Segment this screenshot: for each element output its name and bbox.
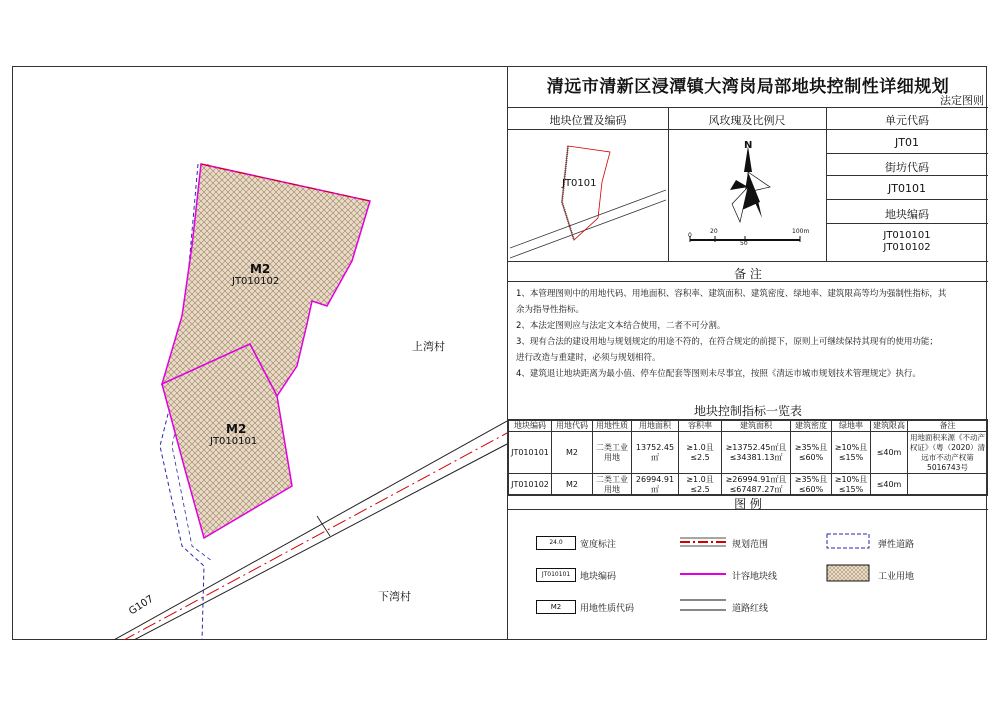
legend-road-sample <box>680 596 726 614</box>
unit-code-value: JT01 <box>895 136 919 149</box>
header-unit-code: 单元代码 <box>885 114 929 127</box>
parcel-code-1: JT010101 <box>883 230 931 241</box>
notes-title: 备 注 <box>734 267 762 281</box>
note-line: 1、本管理图则中的用地代码、用地面积、容积率、建筑面积、建筑密度、绿地率、建筑限高等均为强制性指标，其 <box>516 289 947 299</box>
legend-industrial-label: 工业用地 <box>878 572 915 582</box>
th-height: 建筑限高 <box>871 421 908 432</box>
parcel-top-id: JT010102 <box>232 276 280 287</box>
th-green: 绿地率 <box>832 421 871 432</box>
table-row: JT010102 M2 二类工业用地 26994.91㎡ ≥1.0且≤2.5 ≥26994.91㎡且≤67487.27㎡ ≥35%且≤60% ≥10%且≤15% ≤40m <box>509 474 988 496</box>
locator-label: JT0101 <box>562 178 597 189</box>
note-line: 2、本法定图则应与法定文本结合使用，二者不可分割。 <box>516 321 726 331</box>
notes-block <box>516 286 984 382</box>
legend-flex-sample <box>826 532 870 550</box>
north-label: N <box>744 140 753 151</box>
village-south-label: 下湾村 <box>378 590 411 603</box>
legend-parcel-line-label: 计容地块线 <box>732 572 778 582</box>
index-table <box>508 420 988 496</box>
legend-industrial-sample <box>826 564 870 582</box>
note-line: 4、建筑退让地块距离为最小值、停车位配套等图则未尽事宜，按照《清远市城市规划技术管理规定》执行。 <box>516 369 921 379</box>
parcel-code-label: 地块编码 <box>885 208 929 221</box>
legend-code-label: 地块编码 <box>580 572 617 582</box>
scale-100: 100m <box>792 228 810 235</box>
legend-nature-label: 用地性质代码 <box>580 604 635 614</box>
parcel-bottom-code: M2 <box>226 422 247 436</box>
th-floor-area: 建筑面积 <box>722 421 791 432</box>
th-remark: 备注 <box>908 421 988 432</box>
scale-0: 0 <box>688 232 692 239</box>
title-block <box>508 66 988 108</box>
page-title: 清远市清新区浸潭镇大湾岗局部地块控制性详细规划 <box>546 77 950 97</box>
th-area: 用地面积 <box>632 421 679 432</box>
scale-20: 20 <box>710 228 718 235</box>
scale-50: 50 <box>740 240 748 247</box>
parcel-code-2: JT010102 <box>883 242 931 253</box>
road-label: G107 <box>127 593 156 618</box>
th-far: 容积率 <box>679 421 722 432</box>
note-line: 3、现有合法的建设用地与规划规定的用途不符的，在符合规定的前提下，原则上可继续保持其现有的使用功能； <box>516 337 938 347</box>
legend-flex-label: 弹性道路 <box>878 540 915 550</box>
legend-width-label: 宽度标注 <box>580 540 617 550</box>
index-title: 地块控制指标一览表 <box>693 404 802 418</box>
th-nature: 用地性质 <box>593 421 632 432</box>
th-density: 建筑密度 <box>791 421 832 432</box>
legend-parcel-line-sample <box>680 568 726 580</box>
info-panel <box>507 66 987 640</box>
page-subtitle: 法定图则 <box>940 94 984 107</box>
parcel-bottom-id: JT010101 <box>210 436 258 447</box>
table-row: JT010101 M2 二类工业用地 13752.45㎡ ≥1.0且≤2.5 ≥13752.45㎡且≤34381.13㎡ ≥35%且≤60% ≥10%且≤15% ≤40m 用地面积来源《不动产权证》（粤（2020）清远市不动产权第5016743号 <box>509 432 988 474</box>
g107-road <box>112 421 507 640</box>
village-north-label: 上湾村 <box>412 340 445 353</box>
map-area <box>12 66 507 640</box>
legend-width-sample: 24.0 <box>536 536 576 550</box>
th-parcel: 地块编码 <box>509 421 552 432</box>
legend-planning-sample <box>680 534 726 550</box>
note-line: 余为指导性指标。 <box>516 305 585 315</box>
header-location: 地块位置及编码 <box>549 114 627 127</box>
note-line: 进行改造与重建时，必须与规划相符。 <box>516 353 661 363</box>
legend-title: 图 例 <box>734 497 762 511</box>
parcel-top-code: M2 <box>250 262 271 276</box>
legend-nature-sample: M2 <box>536 600 576 614</box>
header-rose: 风玫瑰及比例尺 <box>708 114 786 127</box>
street-code-label: 街坊代码 <box>885 161 929 174</box>
th-code: 用地代码 <box>552 421 593 432</box>
legend-road-label: 道路红线 <box>732 604 769 614</box>
street-code-value: JT0101 <box>888 182 926 195</box>
legend-code-sample: JT010101 <box>536 568 576 582</box>
legend-planning-label: 规划范围 <box>732 540 769 550</box>
